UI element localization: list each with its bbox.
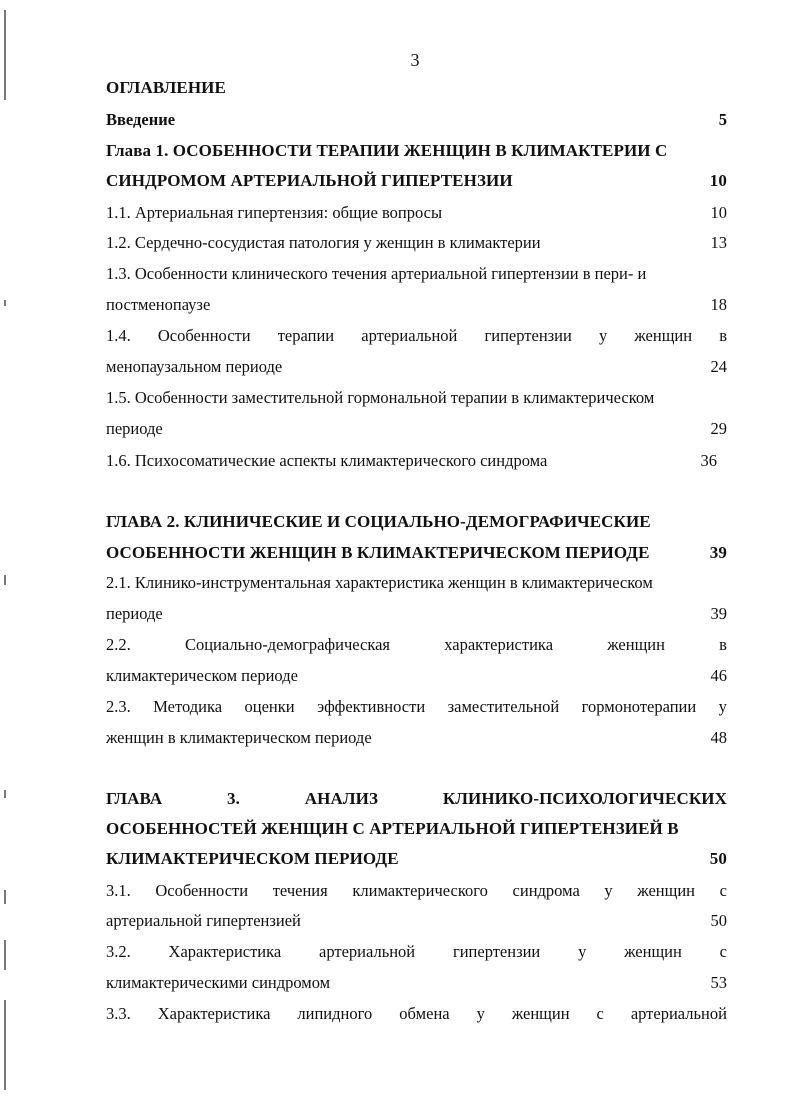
word: гипертензии: [452, 942, 541, 961]
toc-entry-page: 10: [709, 171, 727, 190]
toc-entry-1-4-line1[interactable]: [106, 325, 727, 347]
toc-entry-page: 18: [710, 295, 727, 314]
word: обмена: [399, 1004, 450, 1023]
word: с: [596, 1004, 604, 1023]
word: у: [578, 942, 587, 961]
chapter-2-title-line2[interactable]: [106, 542, 727, 564]
toc-entry-title: артериальной гипертензией: [106, 911, 301, 930]
toc-entry-page: 13: [710, 233, 727, 252]
toc-entry-3-3-line1[interactable]: [106, 1003, 727, 1025]
chapter-3-title-line1[interactable]: [106, 788, 727, 810]
toc-entry-1-6[interactable]: [106, 450, 717, 472]
toc-entry-title: климактерическими синдромом: [106, 973, 331, 992]
word: синдрома: [512, 881, 580, 900]
toc-entry-2-3-line1[interactable]: [106, 696, 727, 718]
word: женщин: [624, 942, 682, 961]
toc-entry-page: 53: [710, 973, 727, 992]
toc-entry-1-3-line2[interactable]: [106, 294, 727, 316]
toc-entry-page: 36: [700, 451, 717, 470]
toc-entry-3-2-line2[interactable]: [106, 972, 727, 994]
word: Особенности: [155, 881, 249, 900]
word: артериальной: [630, 1004, 727, 1023]
toc-entry-page: 10: [710, 203, 727, 222]
word: Особенности: [157, 326, 251, 345]
toc-entry-2-1-line1[interactable]: 2.1. Клинико-инструментальная характеристика женщин в климактерическом: [106, 573, 653, 592]
word: женщин: [607, 635, 665, 654]
toc-entry-intro[interactable]: [106, 109, 727, 131]
word: 2.3.: [106, 697, 131, 716]
toc-entry-2-2-line1[interactable]: [106, 634, 727, 656]
word: Характеристика: [168, 942, 282, 961]
toc-entry-title: женщин в климактерическом периоде: [106, 728, 372, 747]
toc-entry-1-4-line2[interactable]: [106, 356, 727, 378]
word: в: [719, 326, 727, 345]
toc-entry-page: 5: [718, 110, 727, 129]
chapter-1-title-line2[interactable]: [106, 170, 727, 192]
toc-entry-2-2-line2[interactable]: [106, 665, 727, 687]
toc-entry-page: 39: [710, 604, 727, 623]
word: климактерического: [352, 881, 488, 900]
toc-entry-3-2-line1[interactable]: [106, 941, 727, 963]
toc-entry-1-3-line1[interactable]: 1.3. Особенности клинического течения артериальной гипертензии в пери- и: [106, 264, 647, 283]
toc-entry-title: КЛИМАКТЕРИЧЕСКОМ ПЕРИОДЕ: [106, 849, 399, 868]
page-number: 3: [410, 50, 420, 70]
word: у: [598, 326, 608, 345]
chapter-3-title-line2[interactable]: ОСОБЕННОСТЕЙ ЖЕНЩИН С АРТЕРИАЛЬНОЙ ГИПЕРТЕНЗИЕЙ В: [106, 819, 679, 838]
word: 2.2.: [106, 635, 131, 654]
toc-entry-2-1-line2[interactable]: [106, 603, 727, 625]
word: 3.1.: [106, 881, 131, 900]
word: терапии: [277, 326, 335, 345]
toc-entry-3-1-line1[interactable]: [106, 880, 727, 902]
word: оценки: [244, 697, 295, 716]
word: Социально-демографическая: [184, 635, 390, 654]
scan-margin-marks: [4, 0, 12, 1096]
toc-entry-1-2[interactable]: [106, 232, 727, 254]
toc-entry-title: Введение: [106, 110, 176, 129]
toc-entry-title: 1.1. Артериальная гипертензия: общие вопросы: [106, 203, 443, 222]
word: Характеристика: [157, 1004, 271, 1023]
word: Методика: [153, 697, 223, 716]
word: в: [719, 635, 727, 654]
chapter-2-title-line1[interactable]: ГЛАВА 2. КЛИНИЧЕСКИЕ И СОЦИАЛЬНО-ДЕМОГРАФИЧЕСКИЕ: [106, 512, 651, 531]
word: женщин: [634, 326, 693, 345]
chapter-1-title-line1[interactable]: Глава 1. ОСОБЕННОСТИ ТЕРАПИИ ЖЕНЩИН В КЛИМАКТЕРИИ С: [106, 141, 668, 160]
word: заместительной: [447, 697, 560, 716]
toc-entry-1-5-line1[interactable]: 1.5. Особенности заместительной гормональной терапии в климактерическом: [106, 388, 655, 407]
toc-title: ОГЛАВЛЕНИЕ: [106, 78, 226, 97]
toc-entry-3-1-line2[interactable]: [106, 910, 727, 932]
word: с: [719, 881, 727, 900]
toc-entry-title: климактерическом периоде: [106, 666, 298, 685]
toc-entry-title: периоде: [106, 604, 163, 623]
word: ГЛАВА: [106, 789, 163, 808]
word: течения: [272, 881, 328, 900]
word: женщин: [511, 1004, 570, 1023]
toc-entry-title: СИНДРОМОМ АРТЕРИАЛЬНОЙ ГИПЕРТЕНЗИИ: [106, 171, 513, 190]
toc-entry-page: 50: [709, 849, 727, 868]
toc-entry-page: 24: [710, 357, 727, 376]
word: артериальной: [361, 326, 458, 345]
toc-entry-page: 50: [710, 911, 727, 930]
toc-entry-title: периоде: [106, 419, 163, 438]
word: 3.2.: [106, 942, 131, 961]
chapter-3-title-line3[interactable]: [106, 848, 727, 870]
word: у: [604, 881, 613, 900]
word: КЛИНИКО-ПСИХОЛОГИЧЕСКИХ: [442, 789, 727, 808]
word: у: [718, 697, 727, 716]
word: характеристика: [444, 635, 554, 654]
word: 3.: [227, 789, 240, 808]
word: эффективности: [317, 697, 426, 716]
toc-entry-title: 1.6. Психосоматические аспекты климактерического синдрома: [106, 451, 548, 470]
word: артериальной: [319, 942, 416, 961]
toc-entry-page: 48: [710, 728, 727, 747]
word: с: [719, 942, 727, 961]
toc-entry-2-3-line2[interactable]: [106, 727, 727, 749]
word: у: [476, 1004, 485, 1023]
toc-entry-1-1[interactable]: [106, 202, 727, 224]
toc-entry-page: 29: [710, 419, 727, 438]
word: 3.3.: [106, 1004, 131, 1023]
toc-entry-title: постменопаузе: [106, 295, 211, 314]
word: женщин: [637, 881, 695, 900]
word: 1.4.: [106, 326, 131, 345]
toc-entry-title: менопаузальном периоде: [106, 357, 283, 376]
toc-entry-page: 46: [710, 666, 727, 685]
word: липидного: [297, 1004, 373, 1023]
toc-entry-title: ОСОБЕННОСТИ ЖЕНЩИН В КЛИМАКТЕРИЧЕСКОМ ПЕРИОДЕ: [106, 543, 650, 562]
word: АНАЛИЗ: [304, 789, 379, 808]
toc-entry-title: 1.2. Сердечно-сосудистая патология у женщин в климактерии: [106, 233, 541, 252]
word: гипертензии: [484, 326, 572, 345]
word: гормонотерапии: [581, 697, 697, 716]
toc-entry-1-5-line2[interactable]: [106, 418, 727, 440]
toc-entry-page: 39: [709, 543, 727, 562]
